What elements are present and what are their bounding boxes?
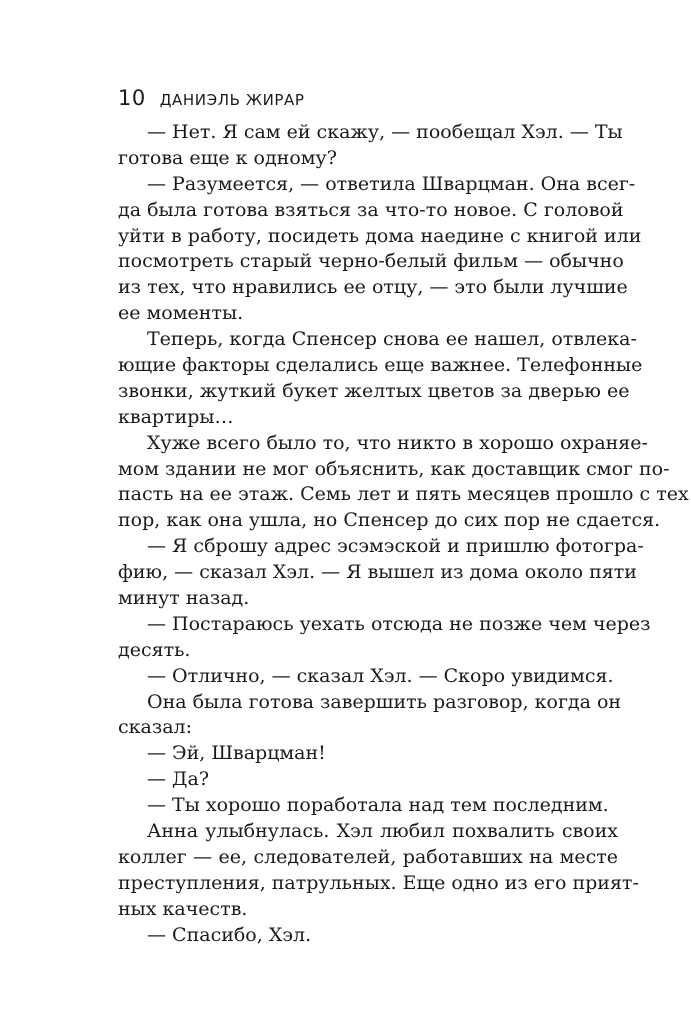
text-line: минут назад. — [118, 587, 250, 610]
text-line: квартиры… — [118, 405, 234, 428]
page-header — [118, 86, 305, 110]
text-line: десять. — [118, 638, 191, 661]
text-line: — Отлично, — сказал Хэл. — Скоро увидимся. — [147, 664, 614, 687]
text-line: ющие факторы сделались еще важнее. Телефонные — [118, 354, 643, 377]
text-line: — Эй, Шварцман! — [147, 742, 326, 765]
text-line: коллег — ее, следователей, работавших на месте — [118, 845, 618, 868]
text-line: уйти в работу, посидеть дома наедине с книгой или — [118, 224, 642, 247]
text-line: пор, как она ушла, но Спенсер до сих пор не сдается. — [118, 509, 661, 532]
text-line: — Да? — [147, 768, 210, 791]
text-line: пасть на ее этаж. Семь лет и пять месяцев прошло с тех — [118, 483, 689, 506]
page-number: 10 — [118, 86, 146, 110]
text-line: фию, — сказал Хэл. — Я вышел из дома около пяти — [118, 561, 637, 584]
text-line: мом здании не мог объяснить, как доставщик смог по- — [118, 457, 670, 480]
body-text — [118, 120, 689, 949]
text-line: Она была готова завершить разговор, когда он — [147, 690, 622, 713]
text-line: — Постараюсь уехать отсюда не позже чем через — [147, 612, 651, 635]
text-line: Анна улыбнулась. Хэл любил похвалить своих — [147, 820, 618, 843]
running-title: ДАНИЭЛЬ ЖИРАР — [159, 91, 305, 109]
text-line: преступления, патрульных. Еще одно из его прият- — [118, 871, 639, 894]
text-line: готова еще к одному? — [118, 146, 337, 169]
text-line: — Ты хорошо поработала над тем последним. — [147, 794, 609, 817]
text-line: ее моменты. — [118, 302, 244, 325]
text-line: — Разумеется, — ответила Шварцман. Она всег- — [147, 172, 636, 195]
text-line: — Я сброшу адрес эсэмэской и пришлю фотогра- — [147, 535, 644, 558]
text-line: Теперь, когда Спенсер снова ее нашел, отвлека- — [147, 328, 637, 351]
text-line: посмотреть старый черно-белый фильм — обычно — [118, 250, 624, 273]
text-line: Хуже всего было то, что никто в хорошо охраняе- — [147, 431, 648, 454]
text-line: из тех, что нравились ее отцу, — это были лучшие — [118, 276, 628, 299]
text-line: ных качеств. — [118, 897, 248, 920]
text-line: сказал: — [118, 716, 193, 739]
text-line: звонки, жуткий букет желтых цветов за дверью ее — [118, 379, 630, 402]
text-line: да была готова взяться за что-то новое. С головой — [118, 198, 624, 221]
text-line: — Нет. Я сам ей скажу, — пообещал Хэл. — Ты — [147, 121, 623, 143]
text-line: — Спасибо, Хэл. — [147, 923, 312, 946]
